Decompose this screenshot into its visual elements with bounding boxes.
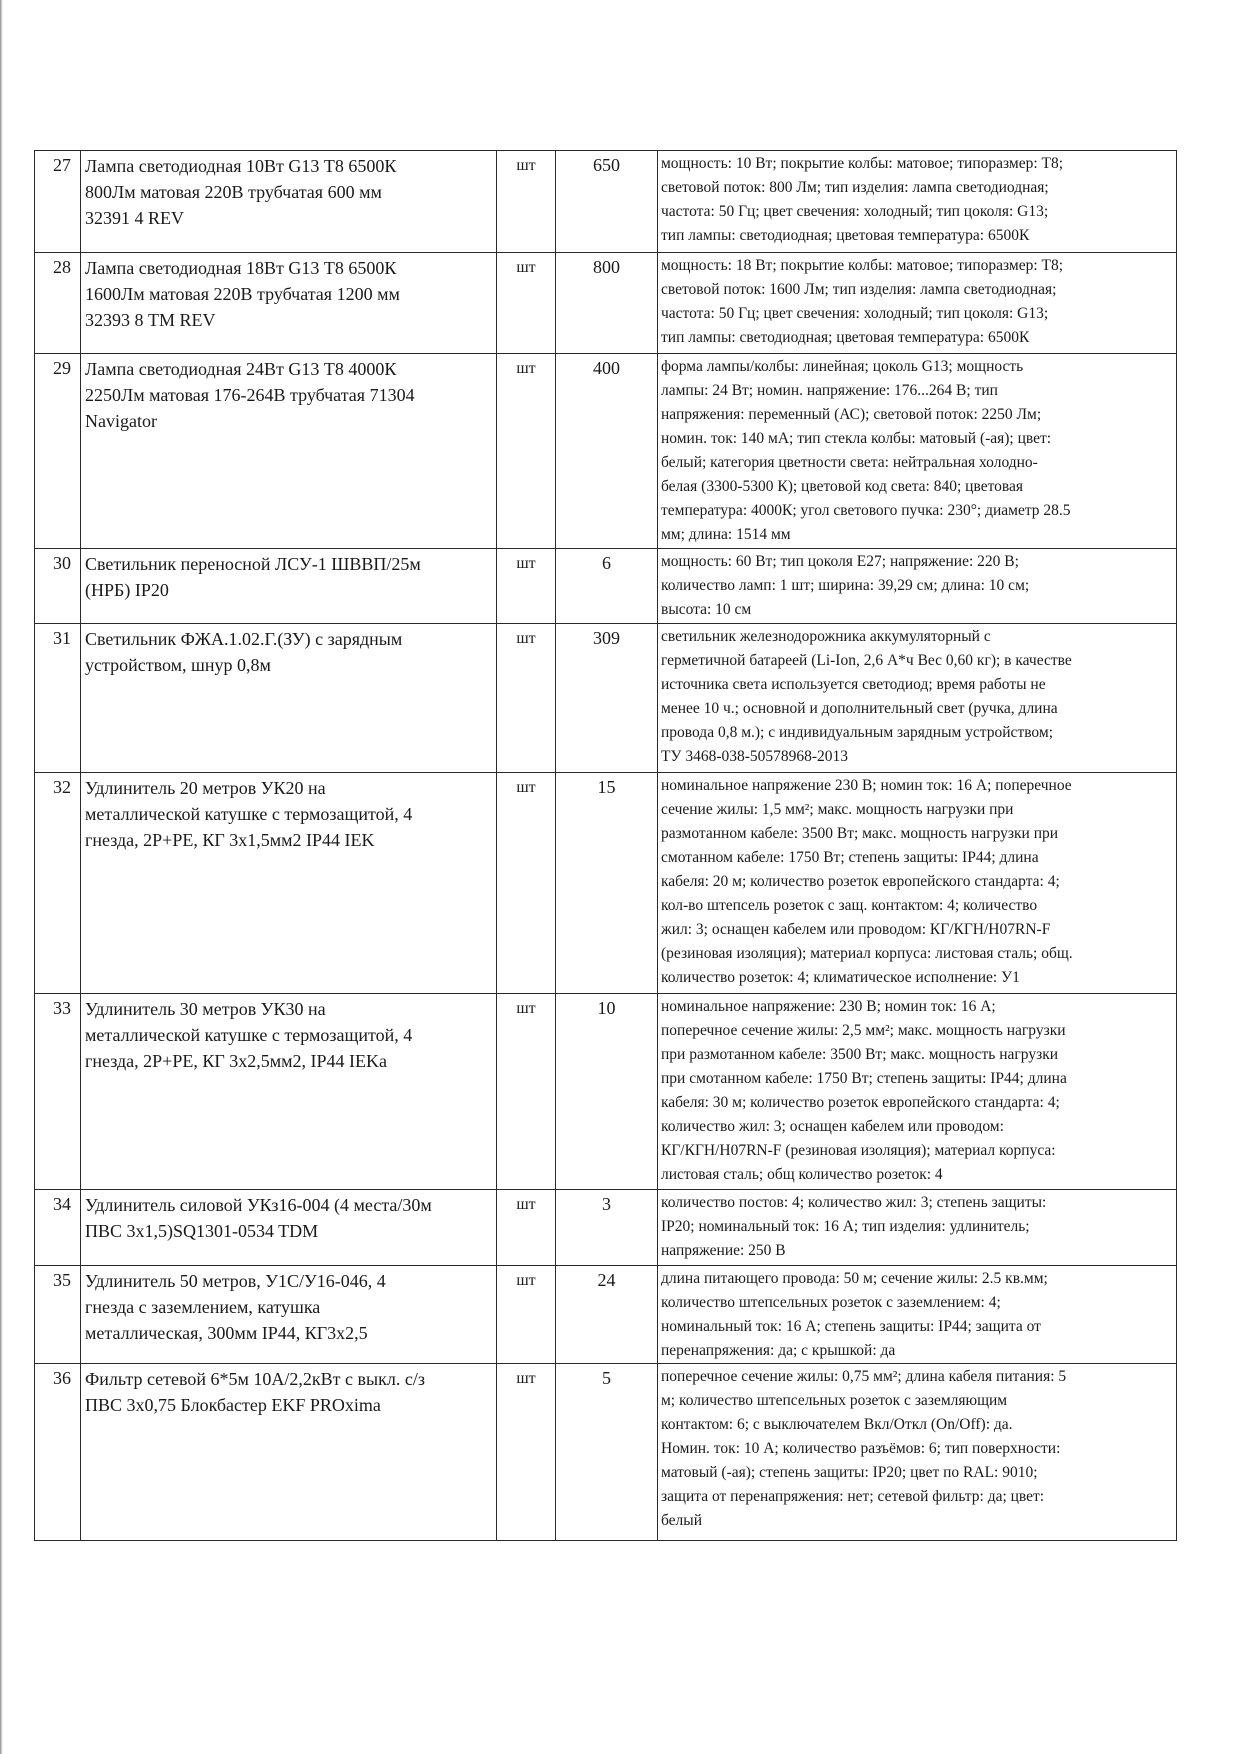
item-specs: светильник железнодорожника аккумуляторный с герметичной батареей (Li-Ion, 2,6 А*ч Вес 0,60 кг); в качестве источника света используется светодиод; время работы не менее 10 ч.; основной и дополнительный свет (ручка, длина провода 0,8 м.); с индивидуальным зарядным устройством; ТУ 3468-038-50578968-2013: [661, 628, 1072, 765]
item-quantity: 800: [593, 257, 620, 277]
specs-cell: [658, 624, 1177, 773]
specification-table: [34, 150, 1177, 1541]
item-quantity: 650: [593, 155, 620, 175]
item-name: Удлинитель 20 метров УК20 на металлической катушке с термозащитой, 4 гнезда, 2Р+РЕ, КГ 3х1,5мм2 IP44 IEK: [85, 778, 413, 850]
item-quantity: 309: [593, 628, 620, 648]
item-name: Фильтр сетевой 6*5м 10А/2,2кВт с выкл. с/з ПВС 3х0,75 Блокбастер EKF PROxima: [85, 1369, 425, 1415]
item-name: Удлинитель 30 метров УК30 на металлической катушке с термозащитой, 4 гнезда, 2Р+РЕ, КГ 3х2,5мм2, IP44 IEKa: [85, 999, 413, 1071]
row-number: 31: [53, 628, 71, 648]
unit-cell: [497, 549, 556, 624]
item-unit: шт: [516, 1272, 536, 1289]
item-specs: количество постов: 4; количество жил: 3; степень защиты: IP20; номинальный ток: 16 А; тип изделия: удлинитель; напряжение: 250 В: [661, 1194, 1047, 1259]
specs-cell: [658, 549, 1177, 624]
item-name-cell: [81, 994, 497, 1190]
item-name: Лампа светодиодная 18Вт G13 Т8 6500К 1600Лм матовая 220В трубчатая 1200 мм 32393 8 TM REV: [85, 258, 400, 330]
item-name: Лампа светодиодная 24Вт G13 Т8 4000К 2250Лм матовая 176-264В трубчатая 71304 Navigator: [85, 359, 415, 431]
item-quantity: 10: [597, 998, 616, 1018]
item-name-cell: [81, 773, 497, 994]
item-unit: шт: [516, 157, 536, 174]
table-row: [35, 1190, 1177, 1266]
unit-cell: [497, 1266, 556, 1364]
quantity-cell: [556, 1364, 658, 1541]
item-name-cell: [81, 1190, 497, 1266]
item-quantity: 15: [597, 777, 616, 797]
specs-cell: [658, 994, 1177, 1190]
unit-cell: [497, 773, 556, 994]
quantity-cell: [556, 151, 658, 253]
item-unit: шт: [516, 555, 536, 572]
quantity-cell: [556, 624, 658, 773]
unit-cell: [497, 354, 556, 549]
item-name-cell: [81, 151, 497, 253]
item-specs: номинальное напряжение: 230 В; номин ток: 16 А; поперечное сечение жилы: 2,5 мм²; макс. мощность нагрузки при размотанном кабеле: 3500 Вт; макс. мощность нагрузки при смотанном кабеле: 1750 Вт; степень защиты: IP44; длина кабеля: 30 м; количество розеток европейского стандарта: 4; количество жил: 3; оснащен кабелем или проводом: КГ/КГН/H07RN-F (резиновая изоляция); материал корпуса: листовая сталь; общ количество розеток: 4: [661, 998, 1067, 1183]
row-number: 30: [53, 553, 71, 573]
quantity-cell: [556, 253, 658, 354]
row-number-cell: [35, 773, 81, 994]
table-row: [35, 773, 1177, 994]
specs-cell: [658, 151, 1177, 253]
row-number-cell: [35, 1364, 81, 1541]
row-number: 35: [53, 1270, 71, 1290]
item-name-cell: [81, 253, 497, 354]
item-name: Светильник ФЖА.1.02.Г.(ЗУ) с зарядным устройством, шнур 0,8м: [85, 629, 403, 675]
item-quantity: 3: [602, 1194, 611, 1214]
item-name: Удлинитель силовой УКз16-004 (4 места/30м ПВС 3х1,5)SQ1301-0534 TDM: [85, 1195, 432, 1241]
row-number: 32: [53, 777, 71, 797]
unit-cell: [497, 1364, 556, 1541]
item-name-cell: [81, 1364, 497, 1541]
specs-cell: [658, 773, 1177, 994]
row-number: 34: [53, 1194, 71, 1214]
item-unit: шт: [516, 779, 536, 796]
specs-cell: [658, 354, 1177, 549]
row-number: 36: [53, 1368, 71, 1388]
item-unit: шт: [516, 1370, 536, 1387]
row-number-cell: [35, 354, 81, 549]
row-number: 29: [53, 358, 71, 378]
item-name-cell: [81, 549, 497, 624]
item-unit: шт: [516, 1000, 536, 1017]
item-unit: шт: [516, 360, 536, 377]
quantity-cell: [556, 549, 658, 624]
row-number-cell: [35, 1266, 81, 1364]
item-specs: номинальное напряжение 230 В; номин ток: 16 А; поперечное сечение жилы: 1,5 мм²; макс. мощность нагрузки при размотанном кабеле: 3500 Вт; макс. мощность нагрузки при смотанном кабеле: 1750 Вт; степень защиты: IP44; длина кабеля: 20 м; количество розеток европейского стандарта: 4; кол-во штепсель розеток с защ. контактом: 4; количество жил: 3; оснащен кабелем или проводом: КГ/КГН/H07RN-F (резиновая изоляция); материал корпуса: листовая сталь; общ. количество розеток: 4; климатическое исполнение: У1: [661, 777, 1073, 986]
specs-cell: [658, 1190, 1177, 1266]
table-row: [35, 624, 1177, 773]
row-number: 33: [53, 998, 71, 1018]
item-name-cell: [81, 1266, 497, 1364]
item-specs: форма лампы/колбы: линейная; цоколь G13; мощность лампы: 24 Вт; номин. напряжение: 176...264 В; тип напряжения: переменный (АС); световой поток: 2250 Лм; номин. ток: 140 мА; тип стекла колбы: матовый (-ая); цвет: белый; категория цветности света: нейтральная холодно- белая (3300-5300 К); цветовой код света: 840; цветовая температура: 4000К; угол светового пучка: 230°; диаметр 28.5 мм; длина: 1514 мм: [661, 358, 1071, 543]
item-quantity: 400: [593, 358, 620, 378]
item-quantity: 24: [597, 1270, 616, 1290]
quantity-cell: [556, 1266, 658, 1364]
item-specs: мощность: 60 Вт; тип цоколя Е27; напряжение: 220 В; количество ламп: 1 шт; ширина: 39,29 см; длина: 10 см; высота: 10 см: [661, 553, 1030, 618]
row-number-cell: [35, 1190, 81, 1266]
quantity-cell: [556, 773, 658, 994]
table-row: [35, 1364, 1177, 1541]
row-number-cell: [35, 253, 81, 354]
unit-cell: [497, 1190, 556, 1266]
row-number-cell: [35, 624, 81, 773]
specs-cell: [658, 1364, 1177, 1541]
item-quantity: 5: [602, 1368, 611, 1388]
quantity-cell: [556, 994, 658, 1190]
unit-cell: [497, 253, 556, 354]
table-row: [35, 1266, 1177, 1364]
table-row: [35, 354, 1177, 549]
item-name-cell: [81, 624, 497, 773]
quantity-cell: [556, 354, 658, 549]
specs-cell: [658, 253, 1177, 354]
item-quantity: 6: [602, 553, 611, 573]
row-number-cell: [35, 151, 81, 253]
item-name-cell: [81, 354, 497, 549]
quantity-cell: [556, 1190, 658, 1266]
table-row: [35, 151, 1177, 253]
table-row: [35, 994, 1177, 1190]
specs-cell: [658, 1266, 1177, 1364]
table-row: [35, 549, 1177, 624]
item-unit: шт: [516, 1196, 536, 1213]
unit-cell: [497, 624, 556, 773]
table-row: [35, 253, 1177, 354]
item-unit: шт: [516, 630, 536, 647]
item-specs: мощность: 10 Вт; покрытие колбы: матовое; типоразмер: Т8; световой поток: 800 Лм; тип изделия: лампа светодиодная; частота: 50 Гц; цвет свечения: холодный; тип цоколя: G13; тип лампы: светодиодная; цветовая температура: 6500К: [661, 155, 1064, 244]
unit-cell: [497, 994, 556, 1190]
item-unit: шт: [516, 259, 536, 276]
row-number-cell: [35, 549, 81, 624]
row-number: 27: [53, 155, 71, 175]
item-name: Лампа светодиодная 10Вт G13 Т8 6500К 800Лм матовая 220В трубчатая 600 мм 32391 4 REV: [85, 156, 397, 228]
item-specs: длина питающего провода: 50 м; сечение жилы: 2.5 кв.мм; количество штепсельных розеток с заземлением: 4; номинальный ток: 16 А; степень защиты: IP44; защита от перенапряжения: да; с крышкой: да: [661, 1270, 1048, 1359]
scan-edge: [0, 0, 3, 1754]
item-specs: мощность: 18 Вт; покрытие колбы: матовое; типоразмер: Т8; световой поток: 1600 Лм; тип изделия: лампа светодиодная; частота: 50 Гц; цвет свечения: холодный; тип цоколя: G13; тип лампы: светодиодная; цветовая температура: 6500К: [661, 257, 1064, 346]
item-specs: поперечное сечение жилы: 0,75 мм²; длина кабеля питания: 5 м; количество штепсельных розеток с заземляющим контактом: 6; с выключателем Вкл/Откл (On/Off): да. Номин. ток: 10 А; количество разъёмов: 6; тип поверхности: матовый (-ая); степень защиты: IP20; цвет по RAL: 9010; защита от перенапряжения: нет; сетевой фильтр: да; цвет: белый: [661, 1368, 1067, 1529]
row-number-cell: [35, 994, 81, 1190]
row-number: 28: [53, 257, 71, 277]
item-name: Удлинитель 50 метров, У1С/У16-046, 4 гнезда с заземлением, катушка металлическая, 300мм IP44, КГ3х2,5: [85, 1271, 386, 1343]
item-name: Светильник переносной ЛСУ-1 ШВВП/25м (НРБ) IP20: [85, 554, 421, 600]
unit-cell: [497, 151, 556, 253]
